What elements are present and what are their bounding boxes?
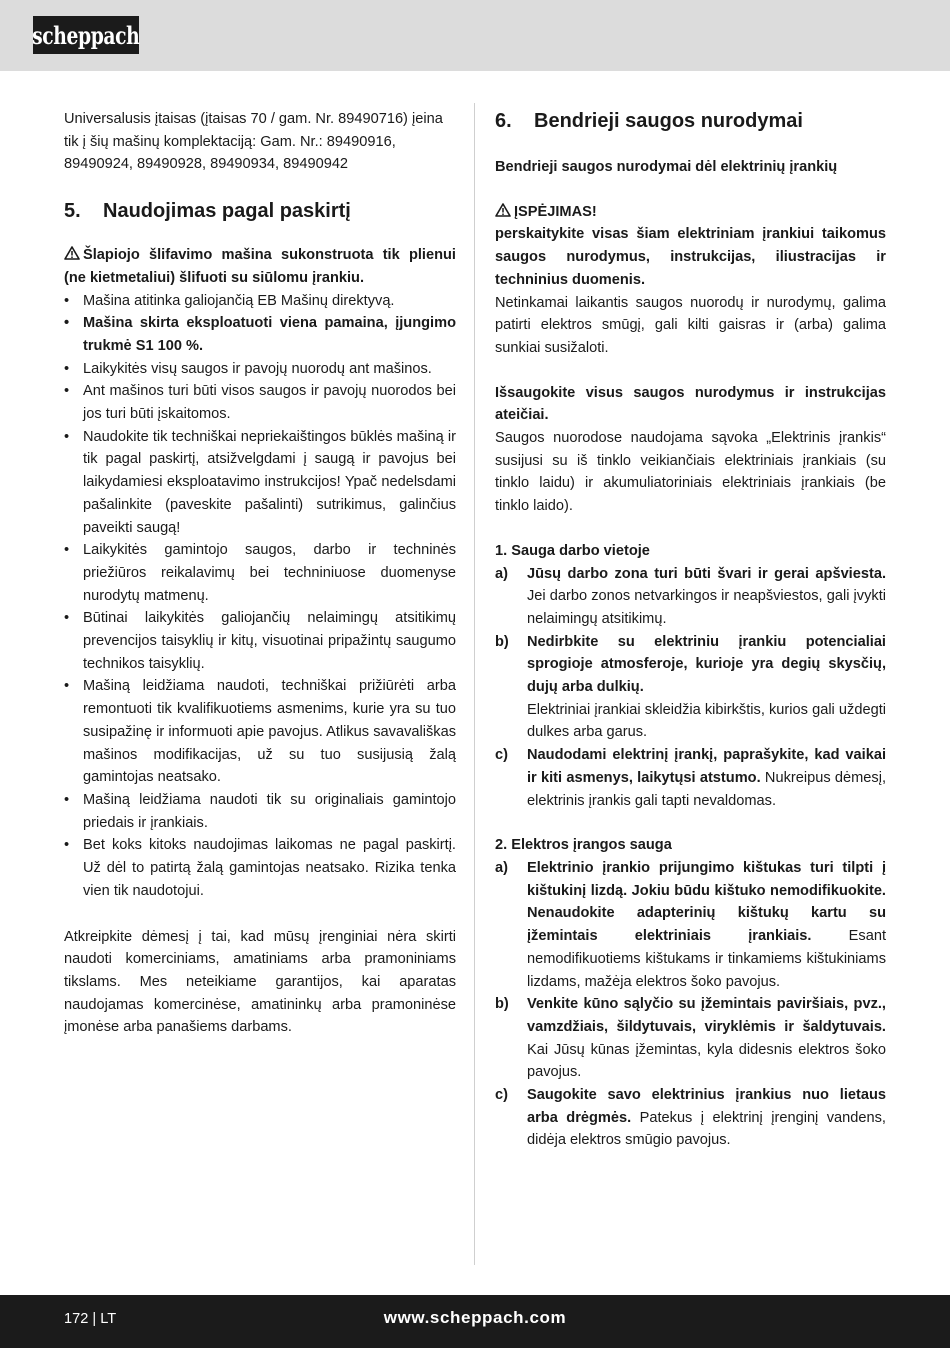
list-item: b) Venkite kūno sąlyčio su įžemintais paviršiais, pvz., vamzdžiais, šildytuvais, viryklėmis ir šaldytuvais. Kai Jūsų kūnas įžemintas, kyla didesnis elektros šoko pavojus. xyxy=(495,996,886,1081)
list-item: • Mašina skirta eksploatuoti viena pamaina, įjungimo trukmė S1 100 %. xyxy=(64,315,456,354)
list-item: • Ant mašinos turi būti visos saugos ir pavojų nuorodos bei jos turi būti įskaitomos. xyxy=(64,383,456,423)
list-item: c) Naudodami elektrinį įrankį, paprašykite, kad vaikai ir kiti asmenys, laikytųsi atstumo. Nukreipus dėmesį, elektrinis įrankis gali tapti nevaldomas. xyxy=(495,747,886,809)
warning-triangle-icon xyxy=(64,246,80,260)
list-item: c) Saugokite savo elektrinius įrankius nuo lietaus arba drėgmės. Patekus į elektrinį įrenginį vandens, didėja elektros smūgio pavojus. xyxy=(495,1087,886,1149)
list-item: • Mašina atitinka galiojančią EB Mašinų direktyvą. xyxy=(64,292,395,309)
group-title-workplace: 1. Sauga darbo vietoje xyxy=(495,542,650,559)
usage-bullet-list xyxy=(64,290,456,903)
page-number: 172 | LT xyxy=(64,1311,117,1327)
header-bar xyxy=(0,0,950,71)
footer-bar xyxy=(0,1295,950,1348)
list-item: • Būtinai laikykitės galiojančių nelaimingų atsitikimų prevencijos taisyklių ir kitų, visuotinai pripažintų saugumo technikos taisyklių. xyxy=(64,610,456,672)
warning-lead: Šlapiojo šlifavimo mašina sukonstruota tik plienui (ne kietmetaliui) šlifuoti su siūlomu įrankiu. xyxy=(64,247,456,286)
list-item: b) Nedirbkite su elektriniu įrankiu potencialiai sprogioje atmosferoje, kurioje yra degių skysčių, dujų arba dulkių. Elektriniai įrankiai skleidžia kibirkštis, kurios gali uždegti dulkes arba garus. xyxy=(495,633,886,741)
column-divider xyxy=(474,103,475,1265)
electrical-safety-list xyxy=(495,857,886,1152)
keep-instructions-text: Saugos nuorodose naudojama sąvoka „Elektrinis įrankis“ susijusi su iš tinklo veikiančiais elektriniais įrankiais (su tinklo laidu) ir akumuliatoriniais elektriniais įrankiais (be tinklo laido). xyxy=(495,430,886,515)
list-item: • Naudokite tik techniškai nepriekaištingos būklės mašiną ir tik pagal paskirtį, atsižvelgdami į saugą ir pavojus bei laikydamiesi eksploatavimo instrukcijos! Ypač nedelsdami pašalinkite (paveskite pašalinti) sutrikimus, galinčius paveikti saugą! xyxy=(64,428,456,536)
section-6-heading: 6. Bendrieji saugos nurodymai xyxy=(495,110,803,132)
warning-title: ĮSPĖJIMAS! xyxy=(495,201,886,224)
intro-paragraph: Universalusis įtaisas (įtaisas 70 / gam. Nr. 89490716) įeina tik į šių mašinų komplektaciją: Gam. Nr.: 89490916, 89490924, 89490928, 89490934, 89490942 xyxy=(64,111,443,173)
group-title-electrical: 2. Elektros įrangos sauga xyxy=(495,837,672,854)
list-item: • Mašiną leidžiama naudoti, techniškai prižiūrėti arba remontuoti tik kvalifikuotiems asmenims, kurie yra su tuo susipažinę ir informuoti apie pavojus. Atlikus savavališkas mašinos modifikacijas, už su tuo susijusią žalą gamintojas neatsako. xyxy=(64,678,456,786)
left-column xyxy=(64,108,456,1039)
section-5-heading: 5. Naudojimas pagal paskirtį xyxy=(64,200,351,223)
list-item: a) Elektrinio įrankio prijungimo kištukas turi tilpti į kištukinį lizdą. Jokiu būdu kištuko nemodifikuokite. Nenaudokite adapterinių kištukų kartu su įžemintais elektriniais įrankiais. Esant nemodifikuotiems kištukams ir tinkamiems kištukiniams lizdams, mažėja elektros šoko pavojus. xyxy=(495,859,886,990)
warning-text: Netinkamai laikantis saugos nuorodų ir nurodymų, galima patirti elektros smūgį, gali kilti gaisras ir (arba) galima sunkiai susižaloti. xyxy=(495,294,886,356)
scheppach-logo: scheppach xyxy=(33,16,139,54)
website-url: www.scheppach.com xyxy=(383,1308,567,1327)
closing-paragraph: Atkreipkite dėmesį į tai, kad mūsų įrenginiai nėra skirti naudoti komerciniams, amatiniams arba pramoniniams tikslams. Mes neteikiame garantijos, kai aparatas naudojamas komercinėse, amatininkų arba pramoninėse įmonėse arba panašiems darbams. xyxy=(64,928,456,1036)
list-item: • Mašiną leidžiama naudoti tik su originaliais gamintojo priedais ir įrankiais. xyxy=(64,791,456,831)
section-subtitle: Bendrieji saugos nurodymai dėl elektrinių įrankių xyxy=(495,159,838,175)
keep-instructions-bold: Išsaugokite visus saugos nurodymus ir instrukcijas ateičiai. xyxy=(495,384,886,424)
warning-bold-text: perskaitykite visas šiam elektriniam įrankiui taikomus saugos nurodymus, instrukcijas, iliustracijas ir techninius duomenis. xyxy=(495,226,886,288)
list-item: • Laikykitės gamintojo saugos, darbo ir techninės priežiūros reikalavimų bei techniniuose duomenyse nurodytų matmenų. xyxy=(64,542,456,604)
list-item: • Bet koks kitoks naudojimas laikomas ne pagal paskirtį. Už dėl to patirtą žalą gamintojas neatsako. Rizika tenka vien tik naudotojui. xyxy=(64,837,456,899)
list-item: a) Jūsų darbo zona turi būti švari ir gerai apšviesta. Jei darbo zonos netvarkingos ir neapšviestos, gali įvykti nelaimingų atsitikimų. xyxy=(495,565,886,627)
warning-triangle-icon xyxy=(495,203,511,217)
right-column xyxy=(495,108,886,1152)
workplace-safety-list xyxy=(495,563,886,813)
list-item: • Laikykitės visų saugos ir pavojų nuorodų ant mašinos. xyxy=(64,360,432,377)
